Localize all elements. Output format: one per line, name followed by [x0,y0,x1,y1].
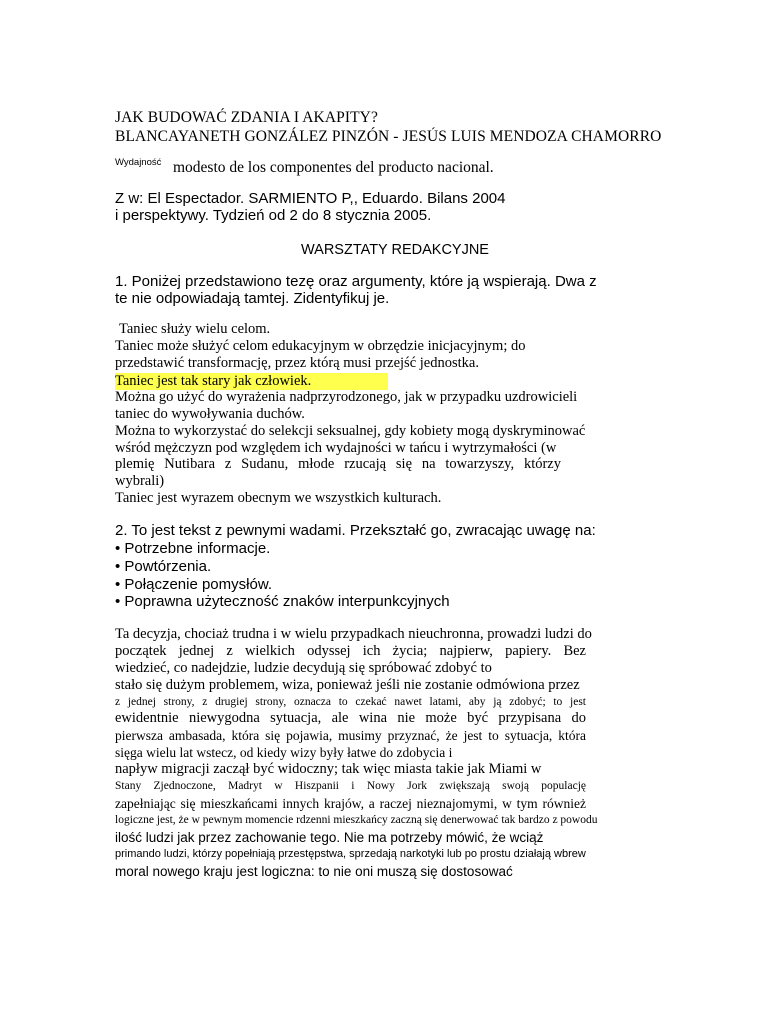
source-line-2: i perspektywy. Tydzień od 2 do 8 stycznia 2005. [115,207,432,224]
exercise-2-instruction: 2. To jest tekst z pewnymi wadami. Przekształć go, zwracając uwagę na: [115,522,596,539]
exercise-2-bullet-item: • Poprawna użyteczność znaków interpunkcyjnych [115,593,450,610]
exercise-1-line: Można go użyć do wyrażenia nadprzyrodzonego, jak w przypadku uzdrowicieli [115,389,578,405]
exercise-2-bullet-item: • Potrzebne informacje. [115,540,271,557]
exercise-2-text-line: ilość ludzi jak przez zachowanie tego. Nie ma potrzeby mówić, że wciąż [115,830,544,845]
exercise-2-text-line: ewidentnie niewygodna sytuacja, ale wina nie może być przypisana do [115,710,586,726]
exercise-2-text-line: Stany Zjednoczone, Madryt w Hiszpanii i Nowy Jork zwiększają swoją populację [115,780,586,792]
exercise-2-text-line: primando ludzi, którzy popełniają przestępstwa, sprzedają narkotyki lub po prostu działają wbrew [115,848,586,860]
exercise-1-line: Taniec może służyć celom edukacyjnym w obrzędzie inicjacyjnym; do [115,338,526,354]
exercise-2-text-line: pierwsza ambasada, która się pojawia, musimy przyznać, że jest to sytuacja, która [115,728,586,743]
epigraph-label: Wydajność [115,157,162,168]
exercise-2-text-line: napływ migracji zaczął być widoczny; tak więc miasta takie jak Miami w [115,761,542,777]
exercise-2-text-line: zapełniając się mieszkańcami innych krajów, a raczej nieznajomymi, w tym również [115,796,586,811]
exercise-1-line: taniec do wywoływania duchów. [115,406,305,422]
highlight-mark: Taniec jest tak stary jak człowiek. [115,373,388,390]
exercise-1-instruction-line-1: 1. Poniżej przedstawiono tezę oraz argumenty, które ją wspierają. Dwa z [115,273,597,290]
epigraph-text: modesto de los componentes del producto nacional. [173,159,494,176]
source-line-1: Z w: El Espectador. SARMIENTO P,, Eduardo. Bilans 2004 [115,190,506,207]
exercise-1-line: plemię Nutibara z Sudanu, młode rzucają się na towarzyszy, którzy [115,456,561,472]
exercise-2-text-line: sięga wielu lat wstecz, od kiedy wizy były łatwe do zdobycia i [115,745,453,760]
exercise-1-line: wybrali) [115,473,165,489]
exercise-2-text-line: logiczne jest, że w pewnym momencie rdzenni mieszkańcy zaczną się denerwować tak bardzo z powodu [115,814,598,826]
exercise-1-line: przedstawić transformację, przez którą musi przejść jednostka. [115,355,479,371]
exercise-2-text-line: Ta decyzja, chociaż trudna i w wielu przypadkach nieuchronna, prowadzi ludzi do [115,626,592,642]
exercise-2-text-line: wiedzieć, co nadejdzie, ludzie decydują się spróbować zdobyć to [115,660,492,676]
exercise-2-bullet-item: • Powtórzenia. [115,558,212,575]
exercise-2-text-line: z jednej strony, z drugiej strony, oznacza to czekać nawet latami, aby ją zdobyć; to jest [115,696,586,708]
exercise-2-text-line: stało się dużym problemem, wiza, ponieważ jeśli nie zostanie odmówiona przez [115,677,580,693]
exercise-2-bullet-item: • Połączenie pomysłów. [115,576,272,593]
exercise-2-text-line: moral nowego kraju jest logiczna: to nie oni muszą się dostosować [115,864,513,879]
exercise-1-highlighted-line [115,373,388,390]
exercise-1-line: Taniec jest wyrazem obecnym we wszystkich kulturach. [115,490,442,506]
exercise-2-text-line: początek jednej z wielkich odyssej ich życia; najpierw, papiery. Bez [115,643,586,659]
exercise-1-line: wśród mężczyzn pod względem ich wydajności w tańcu i wytrzymałości (w [115,440,557,456]
document-title: JAK BUDOWAĆ ZDANIA I AKAPITY? [115,109,378,126]
workshop-heading: WARSZTATY REDAKCYJNE [301,242,489,258]
exercise-1-thesis: Taniec służy wielu celom. [119,321,271,337]
document-authors: BLANCAYANETH GONZÁLEZ PINZÓN - JESÚS LUIS MENDOZA CHAMORRO [115,128,662,145]
exercise-1-line: Można to wykorzystać do selekcji seksualnej, gdy kobiety mogą dyskryminować [115,423,586,439]
exercise-1-instruction-line-2: te nie odpowiadają tamtej. Zidentyfikuj je. [115,290,390,307]
